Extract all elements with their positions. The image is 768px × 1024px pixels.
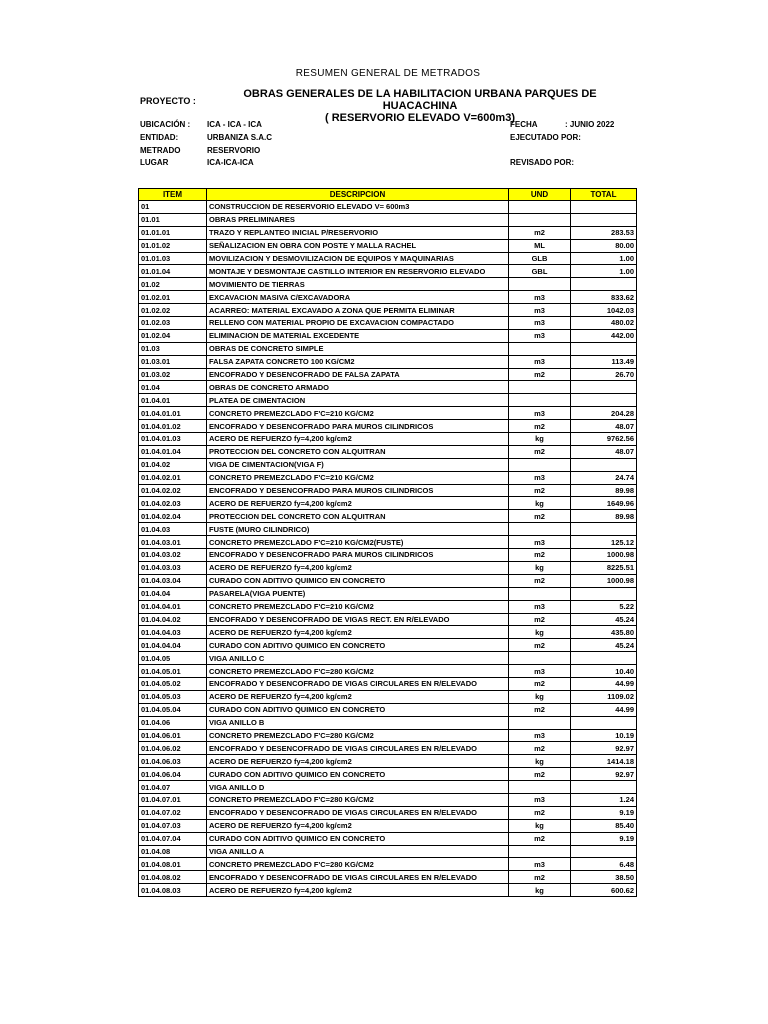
table-row: [139, 742, 637, 755]
table-row: [139, 716, 637, 729]
row-unit: m3: [509, 291, 571, 304]
table-row: [139, 497, 637, 510]
row-total: 442.00: [571, 329, 637, 342]
row-description: ACERO DE REFUERZO fy=4,200 kg/cm2: [207, 819, 509, 832]
row-unit: m2: [509, 549, 571, 562]
row-item-code: 01.04.03.01: [139, 536, 207, 549]
row-description: CONCRETO PREMEZCLADO F'C=280 KG/CM2: [207, 793, 509, 806]
table-row: [139, 845, 637, 858]
table-row: [139, 613, 637, 626]
table-row: [139, 871, 637, 884]
row-unit: [509, 213, 571, 226]
row-unit: m3: [509, 793, 571, 806]
row-item-code: 01.03.02: [139, 368, 207, 381]
row-description: ENCOFRADO Y DESENCOFRADO PARA MUROS CILINDRICOS: [207, 549, 509, 562]
table-row: [139, 626, 637, 639]
row-item-code: 01.04.07.01: [139, 793, 207, 806]
row-unit: m2: [509, 871, 571, 884]
table-row: [139, 278, 637, 291]
entidad-label: ENTIDAD:: [140, 133, 179, 142]
row-description: SEÑALIZACION EN OBRA CON POSTE Y MALLA RACHEL: [207, 239, 509, 252]
row-item-code: 01.02.02: [139, 304, 207, 317]
row-total: 92.97: [571, 742, 637, 755]
row-total: 8225.51: [571, 561, 637, 574]
row-item-code: 01.04.04.02: [139, 613, 207, 626]
row-unit: ML: [509, 239, 571, 252]
row-item-code: 01.04.04.03: [139, 626, 207, 639]
row-unit: [509, 523, 571, 536]
row-total: 45.24: [571, 613, 637, 626]
row-item-code: 01.01.02: [139, 239, 207, 252]
table-row: [139, 819, 637, 832]
lugar-value: ICA-ICA-ICA: [207, 158, 254, 167]
row-item-code: 01.03.01: [139, 355, 207, 368]
row-item-code: 01.03: [139, 342, 207, 355]
row-item-code: 01.01: [139, 213, 207, 226]
row-description: MOVIMIENTO DE TIERRAS: [207, 278, 509, 291]
table-row: [139, 265, 637, 278]
row-description: CONCRETO PREMEZCLADO F'C=280 KG/CM2: [207, 665, 509, 678]
row-total: [571, 213, 637, 226]
row-total: [571, 652, 637, 665]
row-item-code: 01.04.01: [139, 394, 207, 407]
row-total: 9762.56: [571, 433, 637, 446]
row-unit: m3: [509, 317, 571, 330]
table-row: [139, 355, 637, 368]
row-total: [571, 278, 637, 291]
row-item-code: 01.04.03.02: [139, 549, 207, 562]
row-total: 204.28: [571, 407, 637, 420]
row-description: ELIMINACION DE MATERIAL EXCEDENTE: [207, 329, 509, 342]
fecha-label: FECHA: [510, 120, 538, 129]
table-row: [139, 304, 637, 317]
table-header-row: [139, 189, 637, 201]
row-description: ENCOFRADO Y DESENCOFRADO DE VIGAS CIRCULARES EN R/ELEVADO: [207, 871, 509, 884]
row-total: 435.80: [571, 626, 637, 639]
table-row: [139, 342, 637, 355]
row-item-code: 01.04.01.03: [139, 433, 207, 446]
table-row: [139, 587, 637, 600]
row-total: 24.74: [571, 471, 637, 484]
row-item-code: 01.04.04.04: [139, 639, 207, 652]
header-descripcion: DESCRIPCION: [207, 189, 509, 201]
row-description: ACERO DE REFUERZO fy=4,200 kg/cm2: [207, 626, 509, 639]
row-unit: m3: [509, 729, 571, 742]
row-item-code: 01.04.07: [139, 781, 207, 794]
row-description: OBRAS PRELIMINARES: [207, 213, 509, 226]
row-total: 283.53: [571, 226, 637, 239]
table-row: [139, 832, 637, 845]
row-unit: kg: [509, 561, 571, 574]
row-unit: m3: [509, 304, 571, 317]
row-total: [571, 458, 637, 471]
row-unit: [509, 394, 571, 407]
row-item-code: 01.01.04: [139, 265, 207, 278]
row-total: 6.48: [571, 858, 637, 871]
row-unit: m3: [509, 600, 571, 613]
row-description: CONCRETO PREMEZCLADO F'C=280 KG/CM2: [207, 858, 509, 871]
row-unit: m2: [509, 742, 571, 755]
table-body: [139, 201, 637, 897]
row-description: ACERO DE REFUERZO fy=4,200 kg/cm2: [207, 433, 509, 446]
row-total: 44.99: [571, 703, 637, 716]
row-item-code: 01.04.05.02: [139, 677, 207, 690]
row-total: 600.62: [571, 884, 637, 897]
row-total: 89.98: [571, 510, 637, 523]
table-row: [139, 239, 637, 252]
row-item-code: 01.04.02.04: [139, 510, 207, 523]
table-row: [139, 317, 637, 330]
table-row: [139, 226, 637, 239]
row-total: 10.19: [571, 729, 637, 742]
row-total: 1000.98: [571, 574, 637, 587]
row-unit: [509, 716, 571, 729]
row-description: PROTECCION DEL CONCRETO CON ALQUITRAN: [207, 445, 509, 458]
row-unit: [509, 652, 571, 665]
row-total: [571, 781, 637, 794]
row-item-code: 01.04.07.02: [139, 806, 207, 819]
row-description: ACERO DE REFUERZO fy=4,200 kg/cm2: [207, 755, 509, 768]
row-item-code: 01.04.02.01: [139, 471, 207, 484]
row-unit: [509, 381, 571, 394]
row-item-code: 01.04.05.04: [139, 703, 207, 716]
revisado-label: REVISADO POR:: [510, 158, 575, 167]
row-item-code: 01.04.08: [139, 845, 207, 858]
row-unit: m2: [509, 639, 571, 652]
table-row: [139, 329, 637, 342]
row-unit: m2: [509, 703, 571, 716]
table-row: [139, 201, 637, 214]
table-row: [139, 213, 637, 226]
document-title: RESUMEN GENERAL DE METRADOS: [295, 68, 481, 79]
row-item-code: 01.04.04.01: [139, 600, 207, 613]
lugar-label: LUGAR: [140, 158, 169, 167]
row-item-code: 01.02: [139, 278, 207, 291]
row-description: CONCRETO PREMEZCLADO F'C=210 KG/CM2: [207, 600, 509, 613]
row-item-code: 01.04.03.03: [139, 561, 207, 574]
row-description: ENCOFRADO Y DESENCOFRADO DE VIGAS CIRCULARES EN R/ELEVADO: [207, 677, 509, 690]
row-description: ENCOFRADO Y DESENCOFRADO DE VIGAS CIRCULARES EN R/ELEVADO: [207, 742, 509, 755]
row-item-code: 01.04.06.03: [139, 755, 207, 768]
table-row: [139, 536, 637, 549]
table-row: [139, 368, 637, 381]
table-row: [139, 445, 637, 458]
row-total: 1109.02: [571, 690, 637, 703]
row-unit: m3: [509, 329, 571, 342]
row-item-code: 01.04.05: [139, 652, 207, 665]
row-item-code: 01: [139, 201, 207, 214]
row-unit: m2: [509, 574, 571, 587]
row-total: 1649.96: [571, 497, 637, 510]
row-total: 26.70: [571, 368, 637, 381]
row-item-code: 01.02.03: [139, 317, 207, 330]
project-label: PROYECTO :: [140, 96, 196, 106]
row-description: CONSTRUCCION DE RESERVORIO ELEVADO V= 600m3: [207, 201, 509, 214]
row-description: TRAZO Y REPLANTEO INICIAL P/RESERVORIO: [207, 226, 509, 239]
table-row: [139, 729, 637, 742]
table-row: [139, 433, 637, 446]
table-row: [139, 549, 637, 562]
row-item-code: 01.01.03: [139, 252, 207, 265]
row-total: 48.07: [571, 445, 637, 458]
row-item-code: 01.04.08.01: [139, 858, 207, 871]
table-row: [139, 858, 637, 871]
row-unit: m3: [509, 665, 571, 678]
row-description: VIGA ANILLO C: [207, 652, 509, 665]
row-description: ENCOFRADO Y DESENCOFRADO DE VIGAS RECT. EN R/ELEVADO: [207, 613, 509, 626]
row-description: MOVILIZACION Y DESMOVILIZACION DE EQUIPOS Y MAQUINARIAS: [207, 252, 509, 265]
row-unit: m3: [509, 858, 571, 871]
row-unit: m3: [509, 471, 571, 484]
row-description: PROTECCION DEL CONCRETO CON ALQUITRAN: [207, 510, 509, 523]
row-item-code: 01.04.06: [139, 716, 207, 729]
table-row: [139, 652, 637, 665]
row-item-code: 01.04.02: [139, 458, 207, 471]
row-description: ENCOFRADO Y DESENCOFRADO PARA MUROS CILINDRICOS: [207, 420, 509, 433]
row-item-code: 01.04.03: [139, 523, 207, 536]
row-description: CONCRETO PREMEZCLADO F'C=280 KG/CM2: [207, 729, 509, 742]
row-description: CURADO CON ADITIVO QUIMICO EN CONCRETO: [207, 703, 509, 716]
row-unit: [509, 781, 571, 794]
row-total: [571, 523, 637, 536]
row-unit: m2: [509, 510, 571, 523]
row-description: VIGA ANILLO D: [207, 781, 509, 794]
row-description: CONCRETO PREMEZCLADO F'C=210 KG/CM2: [207, 407, 509, 420]
table-row: [139, 703, 637, 716]
row-item-code: 01.04.01.04: [139, 445, 207, 458]
table-row: [139, 291, 637, 304]
row-total: 1000.98: [571, 549, 637, 562]
row-description: CURADO CON ADITIVO QUIMICO EN CONCRETO: [207, 768, 509, 781]
row-total: 833.62: [571, 291, 637, 304]
row-description: RELLENO CON MATERIAL PROPIO DE EXCAVACION COMPACTADO: [207, 317, 509, 330]
row-total: 85.40: [571, 819, 637, 832]
row-description: ENCOFRADO Y DESENCOFRADO PARA MUROS CILINDRICOS: [207, 484, 509, 497]
table-row: [139, 484, 637, 497]
row-total: 80.00: [571, 239, 637, 252]
row-description: ACERO DE REFUERZO fy=4,200 kg/cm2: [207, 884, 509, 897]
row-total: 45.24: [571, 639, 637, 652]
row-total: [571, 394, 637, 407]
table-row: [139, 768, 637, 781]
table-row: [139, 471, 637, 484]
table-row: [139, 806, 637, 819]
row-item-code: 01.04.05.03: [139, 690, 207, 703]
fecha-value: : JUNIO 2022: [565, 120, 615, 129]
row-item-code: 01.04: [139, 381, 207, 394]
row-description: ACARREO: MATERIAL EXCAVADO A ZONA QUE PERMITA ELIMINAR: [207, 304, 509, 317]
row-total: 1.00: [571, 252, 637, 265]
row-unit: m2: [509, 832, 571, 845]
table-row: [139, 755, 637, 768]
row-description: CURADO CON ADITIVO QUIMICO EN CONCRETO: [207, 639, 509, 652]
row-total: 44.99: [571, 677, 637, 690]
row-total: 1414.18: [571, 755, 637, 768]
row-total: [571, 716, 637, 729]
row-total: [571, 587, 637, 600]
metrado-label: METRADO: [140, 146, 181, 155]
project-title-line2: ( RESERVORIO ELEVADO V=600m3): [324, 112, 515, 124]
row-description: ACERO DE REFUERZO fy=4,200 kg/cm2: [207, 690, 509, 703]
table-row: [139, 394, 637, 407]
row-total: 92.97: [571, 768, 637, 781]
ubicacion-label: UBICACIÓN :: [140, 120, 191, 129]
row-description: CONCRETO PREMEZCLADO F'C=210 KG/CM2: [207, 471, 509, 484]
row-unit: [509, 458, 571, 471]
row-item-code: 01.04.08.02: [139, 871, 207, 884]
row-unit: [509, 342, 571, 355]
row-unit: m2: [509, 484, 571, 497]
row-item-code: 01.01.01: [139, 226, 207, 239]
row-description: ACERO DE REFUERZO fy=4,200 kg/cm2: [207, 561, 509, 574]
table-row: [139, 574, 637, 587]
row-item-code: 01.04.05.01: [139, 665, 207, 678]
row-total: 9.19: [571, 806, 637, 819]
row-item-code: 01.04.04: [139, 587, 207, 600]
table-row: [139, 561, 637, 574]
row-unit: m2: [509, 613, 571, 626]
row-description: ACERO DE REFUERZO fy=4,200 kg/cm2: [207, 497, 509, 510]
row-item-code: 01.02.01: [139, 291, 207, 304]
row-item-code: 01.04.07.03: [139, 819, 207, 832]
row-description: CURADO CON ADITIVO QUIMICO EN CONCRETO: [207, 574, 509, 587]
row-unit: m2: [509, 445, 571, 458]
row-item-code: 01.04.02.03: [139, 497, 207, 510]
row-total: 89.98: [571, 484, 637, 497]
table-row: [139, 381, 637, 394]
row-item-code: 01.04.01.02: [139, 420, 207, 433]
row-total: 1.00: [571, 265, 637, 278]
row-unit: m3: [509, 407, 571, 420]
table-row: [139, 600, 637, 613]
row-total: 10.40: [571, 665, 637, 678]
header-item: ITEM: [139, 189, 207, 201]
row-unit: kg: [509, 626, 571, 639]
row-description: VIGA ANILLO A: [207, 845, 509, 858]
row-unit: m3: [509, 536, 571, 549]
row-total: 9.19: [571, 832, 637, 845]
table-row: [139, 252, 637, 265]
row-unit: kg: [509, 819, 571, 832]
row-item-code: 01.04.08.03: [139, 884, 207, 897]
row-unit: m2: [509, 806, 571, 819]
row-item-code: 01.04.07.04: [139, 832, 207, 845]
row-unit: GLB: [509, 252, 571, 265]
row-unit: [509, 201, 571, 214]
row-item-code: 01.02.04: [139, 329, 207, 342]
row-unit: [509, 587, 571, 600]
row-unit: m2: [509, 768, 571, 781]
row-total: 113.49: [571, 355, 637, 368]
ejecutado-label: EJECUTADO POR:: [510, 133, 581, 142]
row-total: 480.02: [571, 317, 637, 330]
row-total: [571, 381, 637, 394]
row-unit: [509, 278, 571, 291]
row-total: 1.24: [571, 793, 637, 806]
row-unit: m2: [509, 368, 571, 381]
table-row: [139, 639, 637, 652]
row-item-code: 01.04.03.04: [139, 574, 207, 587]
table-row: [139, 458, 637, 471]
row-unit: [509, 845, 571, 858]
row-description: VIGA ANILLO B: [207, 716, 509, 729]
table-row: [139, 677, 637, 690]
row-unit: GBL: [509, 265, 571, 278]
table-row: [139, 884, 637, 897]
row-description: PLATEA DE CIMENTACION: [207, 394, 509, 407]
row-item-code: 01.04.01.01: [139, 407, 207, 420]
row-item-code: 01.04.02.02: [139, 484, 207, 497]
row-item-code: 01.04.06.04: [139, 768, 207, 781]
row-unit: m2: [509, 226, 571, 239]
table-row: [139, 781, 637, 794]
project-title-line1: OBRAS GENERALES DE LA HABILITACION URBANA PARQUES DE HUACACHINA: [243, 88, 597, 112]
table-row: [139, 690, 637, 703]
entidad-value: URBANIZA S.A.C: [207, 133, 273, 142]
row-description: FALSA ZAPATA CONCRETO 100 KG/CM2: [207, 355, 509, 368]
row-description: EXCAVACION MASIVA C/EXCAVADORA: [207, 291, 509, 304]
ubicacion-value: ICA - ICA - ICA: [207, 120, 262, 129]
table-row: [139, 793, 637, 806]
metrados-table: [138, 188, 637, 897]
metrado-value: RESERVORIO: [207, 146, 261, 155]
row-description: ENCOFRADO Y DESENCOFRADO DE FALSA ZAPATA: [207, 368, 509, 381]
table-row: [139, 407, 637, 420]
row-unit: kg: [509, 433, 571, 446]
row-description: CONCRETO PREMEZCLADO F'C=210 KG/CM2(FUSTE): [207, 536, 509, 549]
project-title: [205, 88, 635, 124]
row-description: PASARELA(VIGA PUENTE): [207, 587, 509, 600]
row-description: OBRAS DE CONCRETO SIMPLE: [207, 342, 509, 355]
table-row: [139, 665, 637, 678]
table-row: [139, 420, 637, 433]
row-total: 125.12: [571, 536, 637, 549]
row-total: 1042.03: [571, 304, 637, 317]
table-row: [139, 510, 637, 523]
row-total: 48.07: [571, 420, 637, 433]
row-description: CURADO CON ADITIVO QUIMICO EN CONCRETO: [207, 832, 509, 845]
row-unit: kg: [509, 884, 571, 897]
row-total: [571, 342, 637, 355]
table-row: [139, 523, 637, 536]
row-total: [571, 201, 637, 214]
row-description: VIGA DE CIMENTACION(VIGA F): [207, 458, 509, 471]
row-description: ENCOFRADO Y DESENCOFRADO DE VIGAS CIRCULARES EN R/ELEVADO: [207, 806, 509, 819]
row-unit: m2: [509, 420, 571, 433]
row-description: FUSTE (MURO CILINDRICO): [207, 523, 509, 536]
header-und: UND: [509, 189, 571, 201]
row-total: 38.50: [571, 871, 637, 884]
row-unit: m2: [509, 677, 571, 690]
row-unit: kg: [509, 497, 571, 510]
row-description: OBRAS DE CONCRETO ARMADO: [207, 381, 509, 394]
row-item-code: 01.04.06.02: [139, 742, 207, 755]
row-unit: m3: [509, 355, 571, 368]
row-unit: kg: [509, 755, 571, 768]
row-total: [571, 845, 637, 858]
row-item-code: 01.04.06.01: [139, 729, 207, 742]
header-total: TOTAL: [571, 189, 637, 201]
row-total: 5.22: [571, 600, 637, 613]
row-unit: kg: [509, 690, 571, 703]
row-description: MONTAJE Y DESMONTAJE CASTILLO INTERIOR EN RESERVORIO ELEVADO: [207, 265, 509, 278]
